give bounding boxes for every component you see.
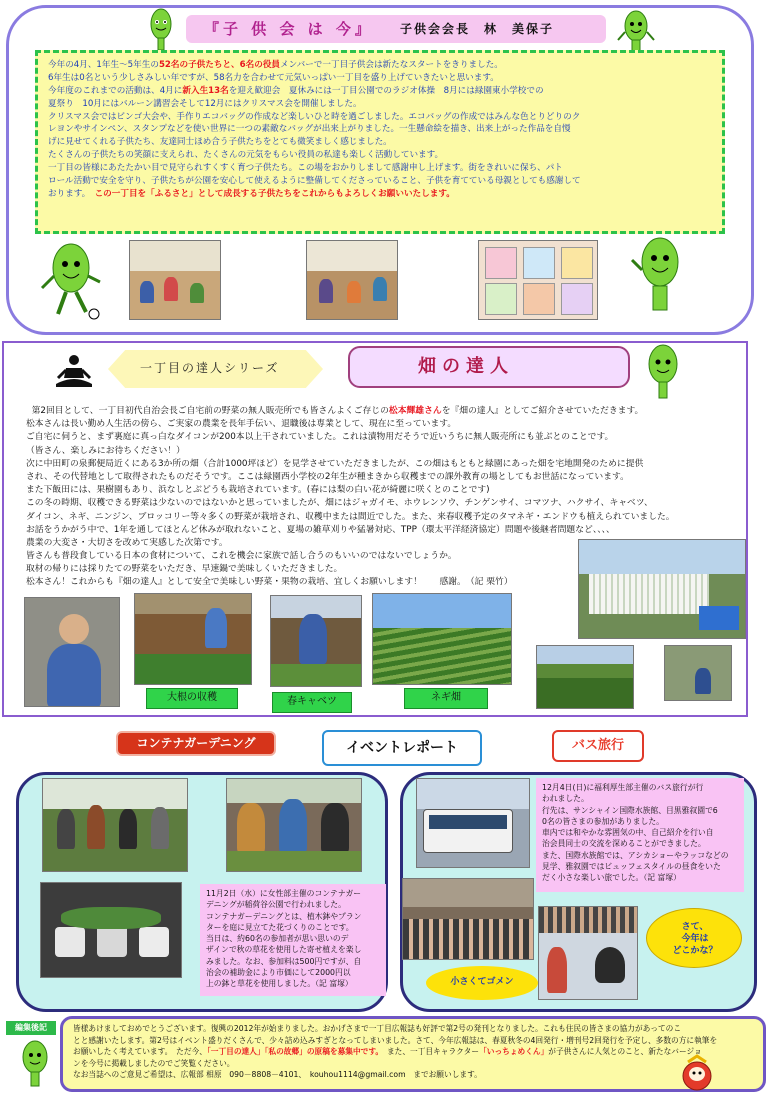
article-line: 松本さんは長い勤め人生活の傍ら、ご実家の農業を長年手伝い、退職後は専業として、現在に至っています。 <box>26 419 457 430</box>
bubble-line: さて、 <box>681 922 709 932</box>
article-line: ご自宅に伺うと、まず裏庭に真っ白なダイコンが200本以上干されていました。これは漬物用だそうで近いうちに無人販売所にも並ぶとのことです。 <box>26 432 614 443</box>
text-line: 見学、雅叙園ではビュッフェスタイルの昼食をいた <box>542 862 721 872</box>
text-line: われました。 <box>542 794 589 804</box>
article-line: 第2回目として、一丁目初代自治会長ご自宅前の野菜の無人販売所でも皆さんよくご存じの松本輝雄さんを『畑の達人』としてご紹介させていただきます。 <box>31 406 644 416</box>
bus-trip-tag: バス旅行 <box>552 730 644 762</box>
leek-field-photo <box>372 593 512 685</box>
text-line: また、国際水族館では、アシカショーやラッコなどの <box>542 850 729 860</box>
mascot-leaf-icon <box>16 1040 54 1090</box>
next-trip-bubble <box>646 908 742 968</box>
bus-trip-text <box>536 778 744 892</box>
text-line: 0名の皆さまの参加がありました。 <box>542 816 664 826</box>
article-line: ダイコン、ネギ、ニンジン、ブロッコリー等々多くの野菜が栽培され、収穫中または間近でした。また、来春収穫予定のタマネギ・エンドウも植えられていました。 <box>26 511 675 522</box>
note-line: 皆様あけましておめでとうございます。復興の2012年が始まりました。おかげさまで一丁目広報誌も好評で第2号の発刊となりました。これも住民の皆さまの協力があってのこ <box>73 1024 682 1033</box>
text-line: だく小さな楽しい旅でした。（記 富塚） <box>542 873 681 883</box>
flower-pots-photo <box>40 882 182 978</box>
article-line: お話をうかがう中で、1年を通してほとんど休みが取れないこと、夏場の雑草刈りや猛暑対応、TPP（環太平洋経済協定）問題や後継者問題など、、、、 <box>26 524 615 535</box>
intro-line: げに見せてくれる子供たち、友達同士ほめ合う子供たちをとても微笑ましく感じました。 <box>48 137 392 148</box>
mascot-leaf-icon <box>144 8 178 54</box>
classroom-photo <box>129 240 221 320</box>
caption-spring-cabbage: 春キャベツ <box>272 692 352 713</box>
article-line: 松本さん！これからも『畑の達人』として安全で美味しい野菜・果物の栽培、宜しくお願いします！ 感謝。 （記 栗竹） <box>26 577 513 588</box>
kids-club-author: 子供会会長 林 美保子 <box>400 22 555 36</box>
text-line: みました。なお、参加料は500円ですが、自 <box>206 956 362 966</box>
intro-line: ロール活動で安全を守り、子供たちが公園を安心して使えるように整備してくださっていること、子供を育てている母親としても感謝して <box>48 176 581 187</box>
gardening-group-photo <box>42 778 188 872</box>
intro-line: レヨンやサインペン、スタンプなどを使い世界に一つの素敵なバッグが出来上がりました。一生懸命絵を描き、出来上がった作品を自慢 <box>48 124 571 135</box>
text-line: デニングが稲荷谷公園で行われました。 <box>206 900 346 910</box>
container-gardening-tag: コンテナガーデニング <box>116 731 276 756</box>
classroom-photo <box>306 240 398 320</box>
container-gardening-text <box>200 884 386 996</box>
intro-line: 夏祭り 10月にはバルーン講習会そして12月にはクリスマス会を開催しました。 <box>48 98 362 109</box>
text-line: 上の鉢と草花を使用しました。（記 富塚） <box>206 979 353 989</box>
daruma-mascot-icon <box>680 1054 714 1092</box>
article-line: 皆さんも普段食している日本の食材について、これを機会に家族で話し合うのもいいのではないでしょうか。 <box>26 551 457 562</box>
drying-daikon-photo <box>578 539 746 639</box>
article-line: 取材の帰りには採りたての野菜をいただき、早速鍋で美味しくいただきました。 <box>26 564 343 575</box>
spring-cabbage-photo <box>270 595 362 687</box>
text-line: 治会の補助金により市価にして2000円以 <box>206 968 351 978</box>
article-line: 次に中田町の泉郵便局近くにある3か所の畑（合計1000坪ほど）を見学させていただきましたが、この畑はもともと緑園にあった畑を宅地開発のために提供 <box>26 458 644 469</box>
mascot-leaf-icon <box>640 344 686 402</box>
caption-leek-field: ネギ畑 <box>404 688 488 709</box>
sealion-show-photo <box>538 906 638 1000</box>
mascot-leaf-icon <box>36 242 106 320</box>
text-line: 当日は、約60名の参加者が思い思いのデ <box>206 934 349 944</box>
gardening-workshop-photo <box>226 778 362 872</box>
orchard-photo <box>664 645 732 701</box>
article-line: 農業の大変さ・大切さを改めて実感した次第です。 <box>26 537 228 548</box>
text-line: コンテナガーデニングとは、植木鉢やプラン <box>206 911 362 921</box>
group-photo <box>402 878 534 960</box>
kids-club-title: 『子 供 会 は 今』 <box>204 20 374 38</box>
intro-line: 6年生は0名という少しさみしい年ですが、58名力を合わせて元気いっぱい一丁目を盛り上げていきたいと思います。 <box>48 72 499 83</box>
article-line: （皆さん、楽しみにお待ちください！） <box>26 445 185 456</box>
kids-club-intro <box>35 50 725 234</box>
intro-line: おります。 この一丁目を「ふるさと」として成長する子供たちをこれからもよろしくお願いいたします。 <box>48 188 455 199</box>
note-line: お願いしたく考えています。 ただ今、「一丁目の達人」「私の故郷」の原稿を募集中です。 また、一丁目キャラクター「いっちょめくん」が子供さんに人気とのこと、新たなバージョ <box>73 1047 702 1057</box>
text-line: 11月2日（水）に女性部主催のコンテナガー <box>206 889 362 898</box>
bubble-line: どこかな？ <box>672 946 718 956</box>
bus-photo <box>416 778 530 868</box>
editor-note-box <box>60 1016 766 1092</box>
daikon-harvest-photo <box>134 593 252 685</box>
mascot-leaf-icon <box>626 236 694 314</box>
caption-daikon-harvest: 大根の収穫 <box>146 688 238 709</box>
text-line: 車内では和やかな雰囲気の中、自己紹介を行い自 <box>542 828 714 838</box>
note-line: とと感謝いたします。第2号はイベント盛りだくさんで、少々詰め込みすぎとなってしまいました。さて、今年広報誌は、春夏秋冬の4回発行・増刊号2回発行を予定し、多数の方に執筆を <box>73 1035 718 1045</box>
intro-line: 一丁目の皆様にあたたかい目で見守られすくすく育つ子供たち。この場をおかりしまして感謝申し上げます。街をきれいに保ち、パト <box>48 163 563 174</box>
intro-line: 今年度のこれまでの活動は、4月に新入生13名を迎え歓迎会 夏休みには一丁目公園でのラジオ体操 8月には緑園東小学校での <box>48 85 544 96</box>
article-line: され、その代替地として取得されたものだそうです。ここは緑園西小学校の2年生が種まきから収穫までの課外教育の場としてもお世話になっています。 <box>26 471 629 482</box>
sorry-text: 小さくてゴメン <box>450 977 514 987</box>
vegetable-field-photo <box>536 645 634 709</box>
field-master-title: 畑の達人 <box>418 356 514 377</box>
intro-line: クリスマス会ではビンゴ大会や、手作りエコバッグの作成など楽しいひと時を過ごしました。エコバッグの作成ではみんな色とりどりのク <box>48 111 581 122</box>
editor-note-tag: 編集後記 <box>6 1021 56 1035</box>
note-line: ンを今号に掲載しましたのでご笑覧ください。 <box>73 1058 235 1068</box>
farmer-portrait-photo <box>24 597 120 707</box>
eco-bag-artwork-photo <box>478 240 598 320</box>
series-label: 一丁目の達人シリーズ <box>140 361 280 375</box>
text-line: 行先は、サンシャイン国際水族館、目黒雅叙園で6 <box>542 805 718 815</box>
intro-line: たくさんの子供たちの笑顔に支えられ、たくさんの元気をもらい役員の私達も楽しく活動しています。 <box>48 150 444 161</box>
note-line: なお当誌へのご意見ご希望は、広報部 相原 090－8808－4101、 kouhou1114@gmail.com までお願いします。 <box>73 1070 482 1080</box>
meditation-icon <box>54 354 94 388</box>
text-line: 12月4日(日)に福利厚生部主催のバス旅行が行 <box>542 783 704 792</box>
event-report-tag: イベントレポート <box>322 730 482 766</box>
intro-line: 今年の4月、1年生～5年生の52名の子供たちと、6名の役員メンバーで一丁目子供会は新たなスタートをきりました。 <box>48 60 503 70</box>
sorry-small-bubble <box>426 966 538 1000</box>
text-line: ターを庭に見立てた花づくりのことです。 <box>206 922 354 932</box>
text-line: 治会員同士の交流を深めることができました。 <box>542 839 706 849</box>
article-line: この冬の時期、収穫できる野菜は少ないのではないかと思っていましたが、畑にはジャガイモ、ホウレンソウ、チンゲンサイ、コマツナ、ハクサイ、キャベツ、 <box>26 498 653 509</box>
bubble-line: 今年は <box>681 934 709 944</box>
text-line: ザインで秋の草花を使用した寄せ植えを楽し <box>206 945 362 955</box>
article-line: また下飯田には、果樹園もあり、浜なしとぶどうも栽培されています。(春には梨の白い花が綺麗に咲くとのことです) <box>26 485 490 496</box>
